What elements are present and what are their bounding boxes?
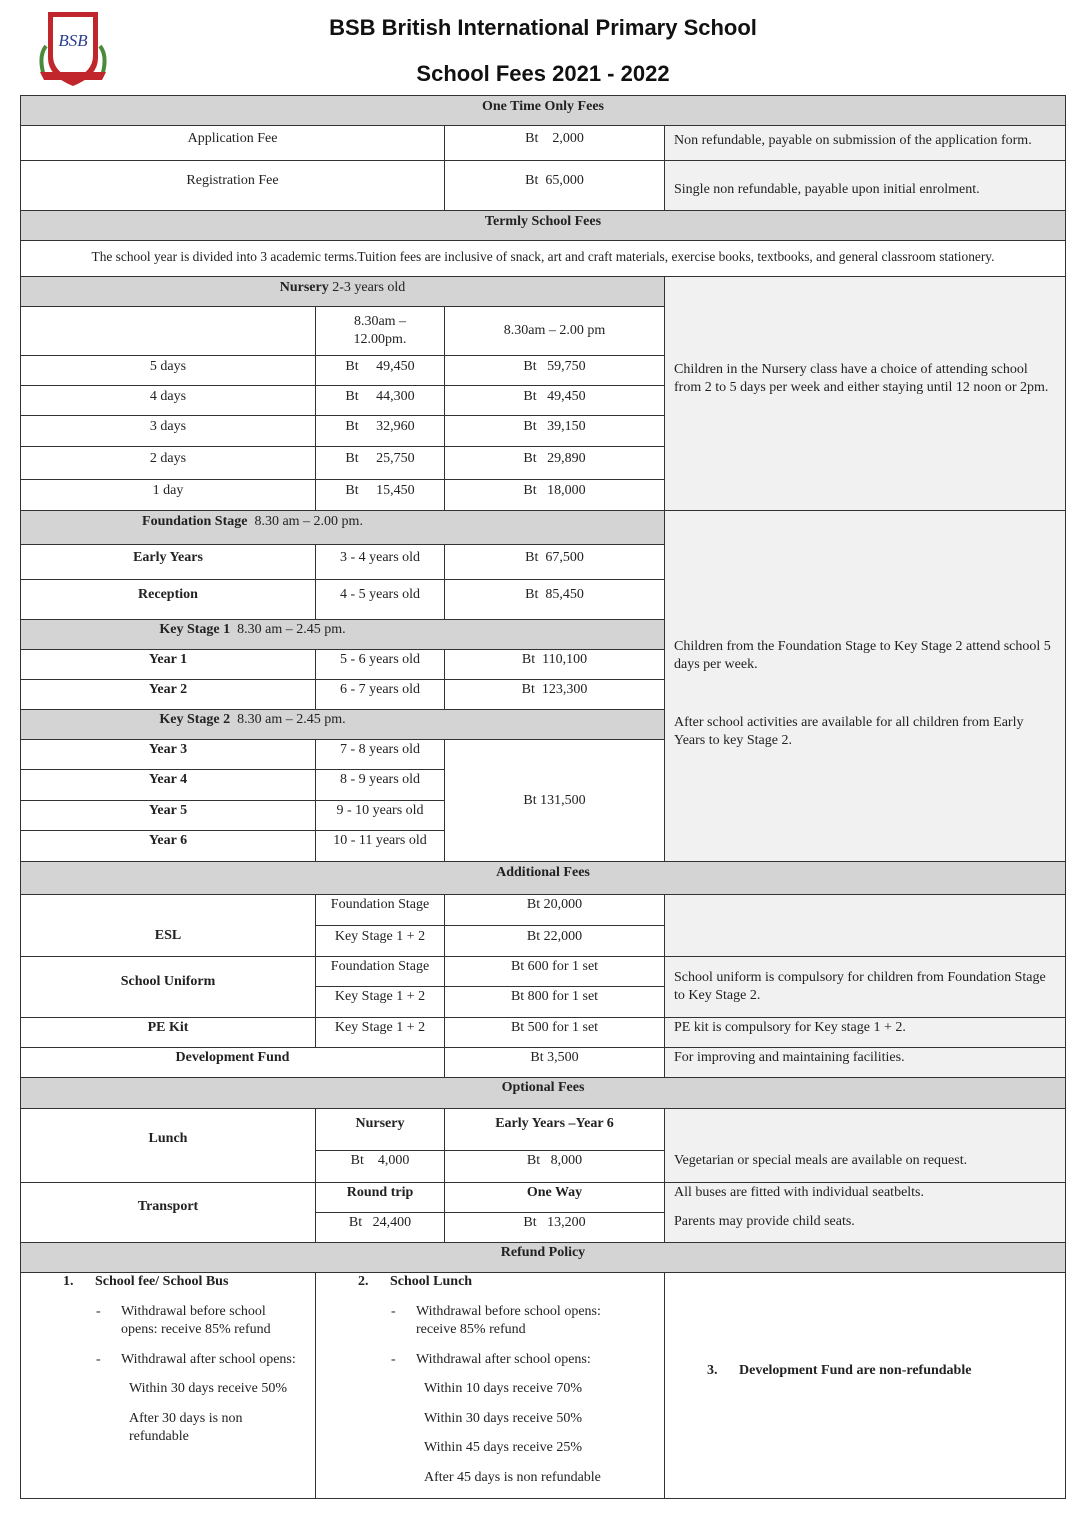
- fees-title: School Fees 2021 - 2022: [416, 61, 670, 86]
- nursery-half-day-header: 8.30am – 12.00pm.: [315, 306, 445, 356]
- lunch-nursery-fee: Bt 4,000: [315, 1150, 445, 1183]
- nursery-days: 5 days: [20, 355, 316, 386]
- refund-dev-title: Development Fund are non-refundable: [739, 1363, 972, 1378]
- refund-lunch-before: Withdrawal before school opens: receive 85% refund: [416, 1304, 601, 1337]
- dash: -: [96, 1352, 101, 1367]
- refund-policy-header: Refund Policy: [20, 1242, 1066, 1273]
- development-fund-fee: Bt 3,500: [444, 1047, 665, 1078]
- refund-lunch-item: Within 10 days receive 70%: [424, 1381, 583, 1396]
- early-years-age: 3 - 4 years old: [315, 544, 445, 580]
- termly-intro: The school year is divided into 3 academic terms.Tuition fees are inclusive of snack, art and craft materials, exercise books, textbooks, and general classroom stationery.: [20, 240, 1066, 277]
- dash: -: [96, 1304, 101, 1319]
- year-1-fee: Bt 110,100: [444, 649, 665, 680]
- key-stage-1-hours: 8.30 am – 2.45 pm.: [230, 622, 346, 637]
- reception-age: 4 - 5 years old: [315, 579, 445, 620]
- application-fee-note: Non refundable, payable on submission of the application form.: [664, 125, 1066, 161]
- year-5-age: 9 - 10 years old: [315, 800, 445, 831]
- stage-note-attendance: Children from the Foundation Stage to Key Stage 2 attend school 5 days per week.: [674, 639, 1051, 672]
- nursery-days: 3 days: [20, 415, 316, 447]
- esl-note: [664, 894, 1066, 957]
- development-fund-note: For improving and maintaining facilities.: [664, 1047, 1066, 1078]
- key-stage-2-fee: Bt 131,500: [444, 739, 665, 862]
- reception-fee: Bt 85,450: [444, 579, 665, 620]
- foundation-stage-header: [20, 510, 665, 545]
- svg-text:BSB: BSB: [58, 31, 88, 50]
- refund-school-fee-after: Withdrawal after school opens:: [121, 1352, 296, 1367]
- transport-notes: [664, 1182, 1066, 1243]
- optional-fees-header: Optional Fees: [20, 1077, 1066, 1109]
- transport-one-way-fee: Bt 13,200: [444, 1212, 665, 1243]
- esl-foundation-label: Foundation Stage: [315, 894, 445, 926]
- pe-kit-label: PE Kit: [20, 1017, 316, 1048]
- school-title: BSB British International Primary School: [329, 15, 757, 40]
- refund-lunch-item: After 45 days is non refundable: [424, 1470, 601, 1485]
- refund-school-fee-before: Withdrawal before school opens: receive 85% refund: [121, 1304, 271, 1337]
- refund-school-fee-number: 1.: [63, 1274, 74, 1289]
- refund-school-fee-item: After 30 days is non refundable: [129, 1411, 243, 1444]
- esl-key-stage-label: Key Stage 1 + 2: [315, 925, 445, 957]
- pe-kit-key-stage: Key Stage 1 + 2: [315, 1017, 445, 1048]
- uniform-key-stage-fee: Bt 800 for 1 set: [444, 986, 665, 1018]
- one-time-fees-header: One Time Only Fees: [20, 95, 1066, 126]
- application-fee-amount: Bt 2,000: [444, 125, 665, 161]
- pe-kit-note: PE kit is compulsory for Key stage 1 + 2.: [664, 1017, 1066, 1048]
- early-years-fee: Bt 67,500: [444, 544, 665, 580]
- registration-fee-label: Registration Fee: [20, 160, 445, 211]
- refund-lunch-number: 2.: [358, 1274, 369, 1289]
- transport-label: Transport: [20, 1182, 316, 1243]
- lunch-early-years-fee: Bt 8,000: [444, 1150, 665, 1183]
- transport-note-child-seats: Parents may provide child seats.: [674, 1214, 855, 1229]
- foundation-stage-hours: 8.30 am – 2.00 pm.: [247, 514, 363, 529]
- esl-foundation-fee: Bt 20,000: [444, 894, 665, 926]
- refund-lunch-item: Within 45 days receive 25%: [424, 1440, 583, 1455]
- additional-fees-header: Additional Fees: [20, 861, 1066, 895]
- year-4-label: Year 4: [20, 769, 316, 801]
- nursery-full-fee: Bt 18,000: [444, 479, 665, 511]
- foundation-stage-title: Foundation Stage: [142, 514, 248, 529]
- nursery-full-fee: Bt 39,150: [444, 415, 665, 447]
- esl-label: ESL: [20, 894, 316, 957]
- application-fee-label: Application Fee: [20, 125, 445, 161]
- uniform-label: School Uniform: [20, 956, 316, 1018]
- uniform-foundation-fee: Bt 600 for 1 set: [444, 956, 665, 987]
- key-stage-2-title: Key Stage 2: [159, 712, 231, 727]
- nursery-full-fee: Bt 29,890: [444, 446, 665, 480]
- transport-round-trip-fee: Bt 24,400: [315, 1212, 445, 1243]
- nursery-days: 1 day: [20, 479, 316, 511]
- refund-lunch-cell: [315, 1272, 665, 1499]
- stage-notes: [664, 510, 1066, 862]
- refund-dev-number: 3.: [707, 1363, 718, 1378]
- nursery-half-fee: Bt 44,300: [315, 385, 445, 416]
- key-stage-1-title: Key Stage 1: [159, 622, 231, 637]
- lunch-note: Vegetarian or special meals are available on request.: [664, 1108, 1066, 1183]
- nursery-days: 2 days: [20, 446, 316, 480]
- nursery-days: 4 days: [20, 385, 316, 416]
- lunch-label: Lunch: [20, 1108, 316, 1183]
- year-5-label: Year 5: [20, 800, 316, 831]
- termly-fees-header: Termly School Fees: [20, 210, 1066, 241]
- lunch-early-years-header: Early Years –Year 6: [444, 1108, 665, 1151]
- nursery-title: Nursery: [279, 280, 329, 295]
- uniform-note: School uniform is compulsory for children from Foundation Stage to Key Stage 2.: [664, 956, 1066, 1018]
- year-6-label: Year 6: [20, 830, 316, 862]
- transport-round-trip-header: Round trip: [315, 1182, 445, 1213]
- nursery-half-fee: Bt 49,450: [315, 355, 445, 386]
- nursery-header: [20, 276, 665, 307]
- dash: -: [391, 1304, 396, 1319]
- esl-key-stage-fee: Bt 22,000: [444, 925, 665, 957]
- key-stage-1-header: [20, 619, 665, 650]
- refund-lunch-item: Within 30 days receive 50%: [424, 1411, 583, 1426]
- nursery-age: 2-3 years old: [328, 280, 406, 295]
- refund-school-fee-title: School fee/ School Bus: [95, 1274, 229, 1289]
- pe-kit-fee: Bt 500 for 1 set: [444, 1017, 665, 1048]
- dash: -: [391, 1352, 396, 1367]
- refund-development-fund-cell: [664, 1272, 1066, 1499]
- registration-fee-note: Single non refundable, payable upon initial enrolment.: [664, 160, 1066, 211]
- development-fund-label: Development Fund: [20, 1047, 445, 1078]
- nursery-full-fee: Bt 49,450: [444, 385, 665, 416]
- stage-note-activities: After school activities are available for all children from Early Years to key Stage 2.: [674, 715, 1024, 748]
- nursery-half-fee: Bt 25,750: [315, 446, 445, 480]
- uniform-key-stage-label: Key Stage 1 + 2: [315, 986, 445, 1018]
- refund-school-fee-item: Within 30 days receive 50%: [129, 1381, 288, 1396]
- year-2-age: 6 - 7 years old: [315, 679, 445, 710]
- year-2-label: Year 2: [20, 679, 316, 710]
- nursery-half-fee: Bt 15,450: [315, 479, 445, 511]
- year-1-label: Year 1: [20, 649, 316, 680]
- key-stage-2-header: [20, 709, 665, 740]
- nursery-full-fee: Bt 59,750: [444, 355, 665, 386]
- lunch-nursery-header: Nursery: [315, 1108, 445, 1151]
- nursery-half-fee: Bt 32,960: [315, 415, 445, 447]
- transport-one-way-header: One Way: [444, 1182, 665, 1213]
- key-stage-2-hours: 8.30 am – 2.45 pm.: [230, 712, 346, 727]
- nursery-blank-cell: [20, 306, 316, 356]
- nursery-note: Children in the Nursery class have a choice of attending school from 2 to 5 days per week and either staying until 12 noon or 2pm.: [664, 276, 1066, 511]
- year-4-age: 8 - 9 years old: [315, 769, 445, 801]
- year-1-age: 5 - 6 years old: [315, 649, 445, 680]
- reception-label: Reception: [20, 579, 316, 620]
- transport-note-seatbelts: All buses are fitted with individual seatbelts.: [674, 1185, 925, 1200]
- nursery-full-day-header: 8.30am – 2.00 pm: [444, 306, 665, 356]
- refund-school-fee-cell: [20, 1272, 316, 1499]
- early-years-label: Early Years: [20, 544, 316, 580]
- year-3-label: Year 3: [20, 739, 316, 770]
- year-6-age: 10 - 11 years old: [315, 830, 445, 862]
- registration-fee-amount: Bt 65,000: [444, 160, 665, 211]
- year-2-fee: Bt 123,300: [444, 679, 665, 710]
- year-3-age: 7 - 8 years old: [315, 739, 445, 770]
- uniform-foundation-label: Foundation Stage: [315, 956, 445, 987]
- refund-lunch-after: Withdrawal after school opens:: [416, 1352, 591, 1367]
- refund-lunch-title: School Lunch: [390, 1274, 473, 1289]
